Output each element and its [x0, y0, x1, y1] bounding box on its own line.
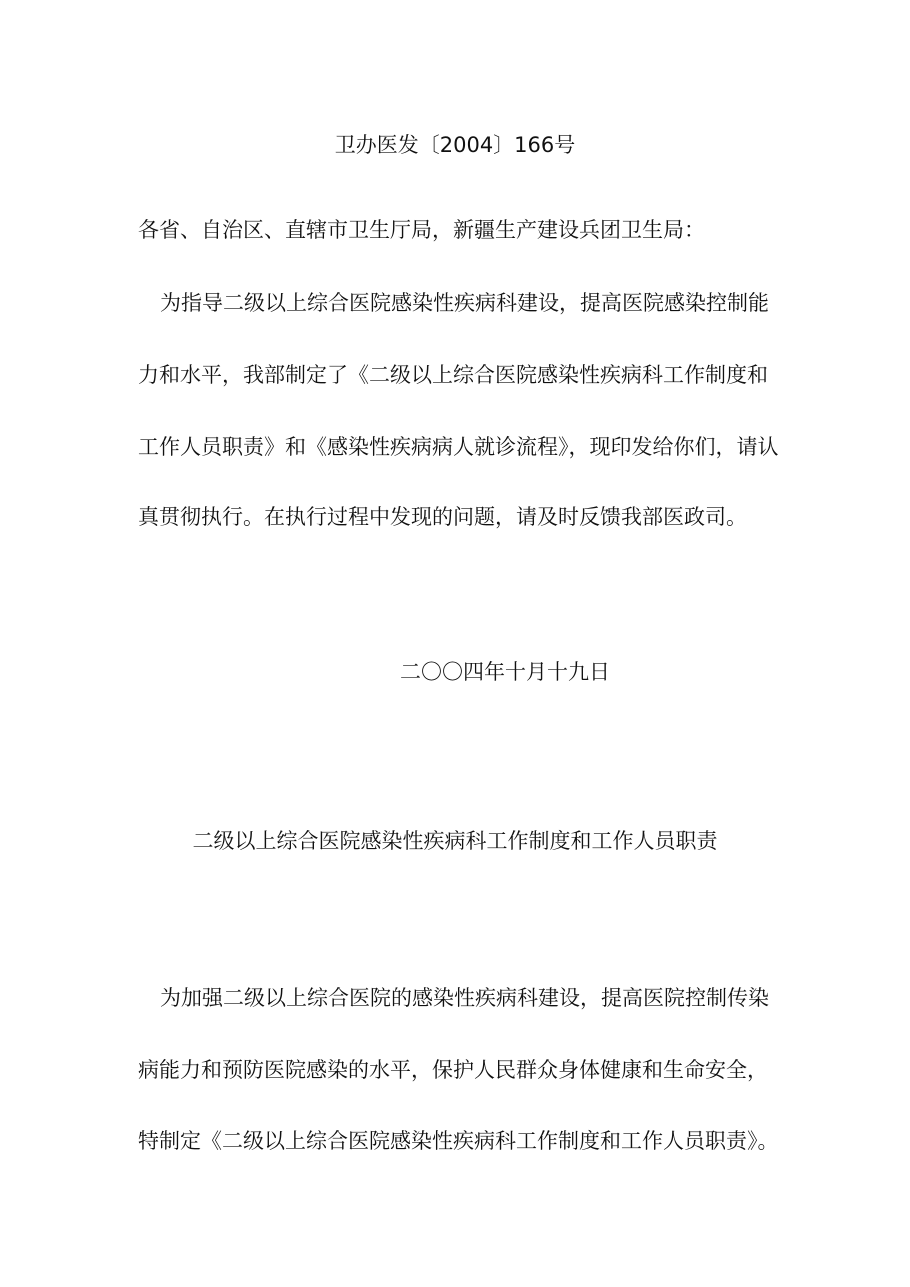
notice-paragraph-line: 为指导二级以上综合医院感染性疾病科建设，提高医院感染控制能	[160, 291, 769, 315]
notice-paragraph-line: 工作人员职责》和《感染性疾病病人就诊流程》，现印发给你们，请认	[138, 435, 779, 459]
document-number: 卫办医发〔2004〕166号	[334, 133, 576, 157]
issue-date: 二〇〇四年十月十九日	[400, 660, 610, 684]
intro-paragraph-line: 为加强二级以上综合医院的感染性疾病科建设，提高医院控制传染	[160, 986, 769, 1010]
addressee-line: 各省、自治区、直辖市卫生厅局，新疆生产建设兵团卫生局：	[138, 218, 705, 242]
notice-paragraph-line: 真贯彻执行。在执行过程中发现的问题，请及时反馈我部医政司。	[138, 505, 747, 529]
intro-paragraph-line: 病能力和预防医院感染的水平，保护人民群众身体健康和生命安全，	[138, 1058, 768, 1082]
notice-paragraph-line: 力和水平，我部制定了《二级以上综合医院感染性疾病科工作制度和	[138, 363, 768, 387]
section-title: 二级以上综合医院感染性疾病科工作制度和工作人员职责	[192, 829, 718, 853]
intro-paragraph-line: 特制定《二级以上综合医院感染性疾病科工作制度和工作人员职责》。	[138, 1129, 779, 1153]
